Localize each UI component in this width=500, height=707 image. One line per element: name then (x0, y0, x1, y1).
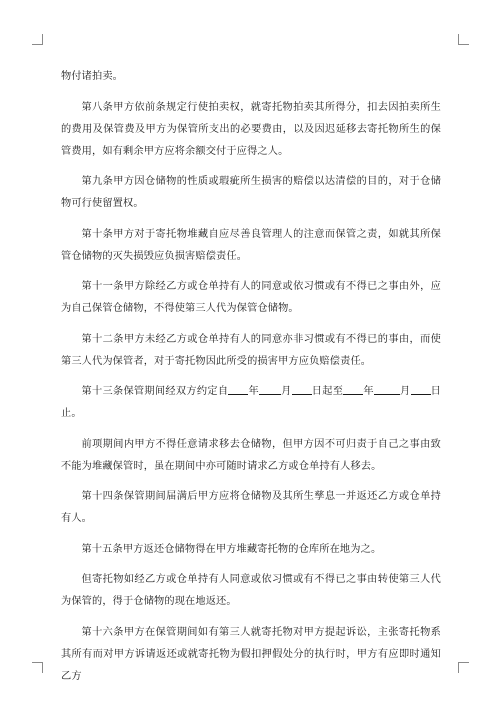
article-13-prefix: 第十三条保管期间经双方约定自 (81, 386, 229, 397)
paragraph-article-14: 第十四条保管期间届满后甲方应将仓储物及其所生孳息一并返还乙方或仓单持有人。 (61, 491, 441, 524)
document-body (61, 66, 441, 696)
paragraph-article-9: 第九条甲方因仓储物的性质或瑕疵所生损害的赔偿以达清偿的目的，对于仓储物可行使留置权。 (61, 176, 441, 209)
paragraph-article-15: 第十五条甲方返还仓储物得在甲方堆藏寄托物的仓库所在地为之。 (81, 543, 382, 555)
paragraph-article-16: 第十六条甲方在保管期间如有第三人就寄托物对甲方提起诉讼，主张寄托物系其所有而对甲方诉请返还或就寄托物为假扣押假处分的执行时，甲方有应即时通知乙方 (61, 626, 441, 682)
paragraph-article-8: 第八条甲方依前条规定行使拍卖权，就寄托物拍卖其所得分，扣去因拍卖所生的费用及保管费及甲方为保管所支出的必要费由，以及因迟延移去寄托物所生的保管费用，如有剩余甲方应将余额交付于应得之人。 (61, 101, 441, 157)
blank-end-month (374, 384, 400, 395)
label-month-start: 月 (280, 386, 292, 397)
paragraph-article-15-note: 但寄托物如经乙方或仓单持有人同意或依习惯或有不得已之事由转使第三人代为保管的，得于仓储物的现在地返还。 (61, 574, 441, 607)
paragraph-article-13 (61, 381, 441, 425)
paragraph-continuation: 物付诸拍卖。 (61, 71, 124, 82)
crop-mark-top-left (32, 34, 43, 45)
label-day-to: 日起至 (311, 386, 344, 397)
paragraph-article-11: 第十一条甲方除经乙方或仓单持有人的同意或依习惯或有不得已之事由外，应为自己保管仓储物，不得使第三人代为保管仓储物。 (61, 281, 441, 314)
paragraph-article-12: 第十二条甲方未经乙方或仓单持有人的同意亦非习惯或有不得已的事由，而使第三人代为保管者，对于寄托物因此所受的损害甲方应负赔偿责任。 (61, 333, 441, 367)
blank-start-year (228, 384, 248, 395)
crop-mark-bottom-left (32, 662, 43, 673)
label-month-end: 月 (399, 386, 411, 397)
blank-end-year (343, 384, 363, 395)
blank-start-month (259, 384, 281, 395)
label-year-start: 年 (248, 386, 259, 397)
paragraph-article-10: 第十条甲方对于寄托物堆藏自应尽善良管理人的注意而保管之责，如就其所保管仓储物的灭失损毁应负损害赔偿责任。 (61, 228, 441, 262)
blank-start-day (292, 384, 312, 395)
crop-mark-top-right (458, 34, 469, 45)
label-day-end: 日止。 (61, 386, 441, 419)
blank-end-day (411, 384, 431, 395)
paragraph-article-13-note: 前项期间内甲方不得任意请求移去仓储物，但甲方因不可归责于自己之事由致不能为堆藏保管时，虽在期间中亦可随时请求乙方或仓单持有人移去。 (61, 438, 441, 472)
crop-mark-bottom-right (458, 662, 469, 673)
label-year-end: 年 (363, 386, 374, 397)
